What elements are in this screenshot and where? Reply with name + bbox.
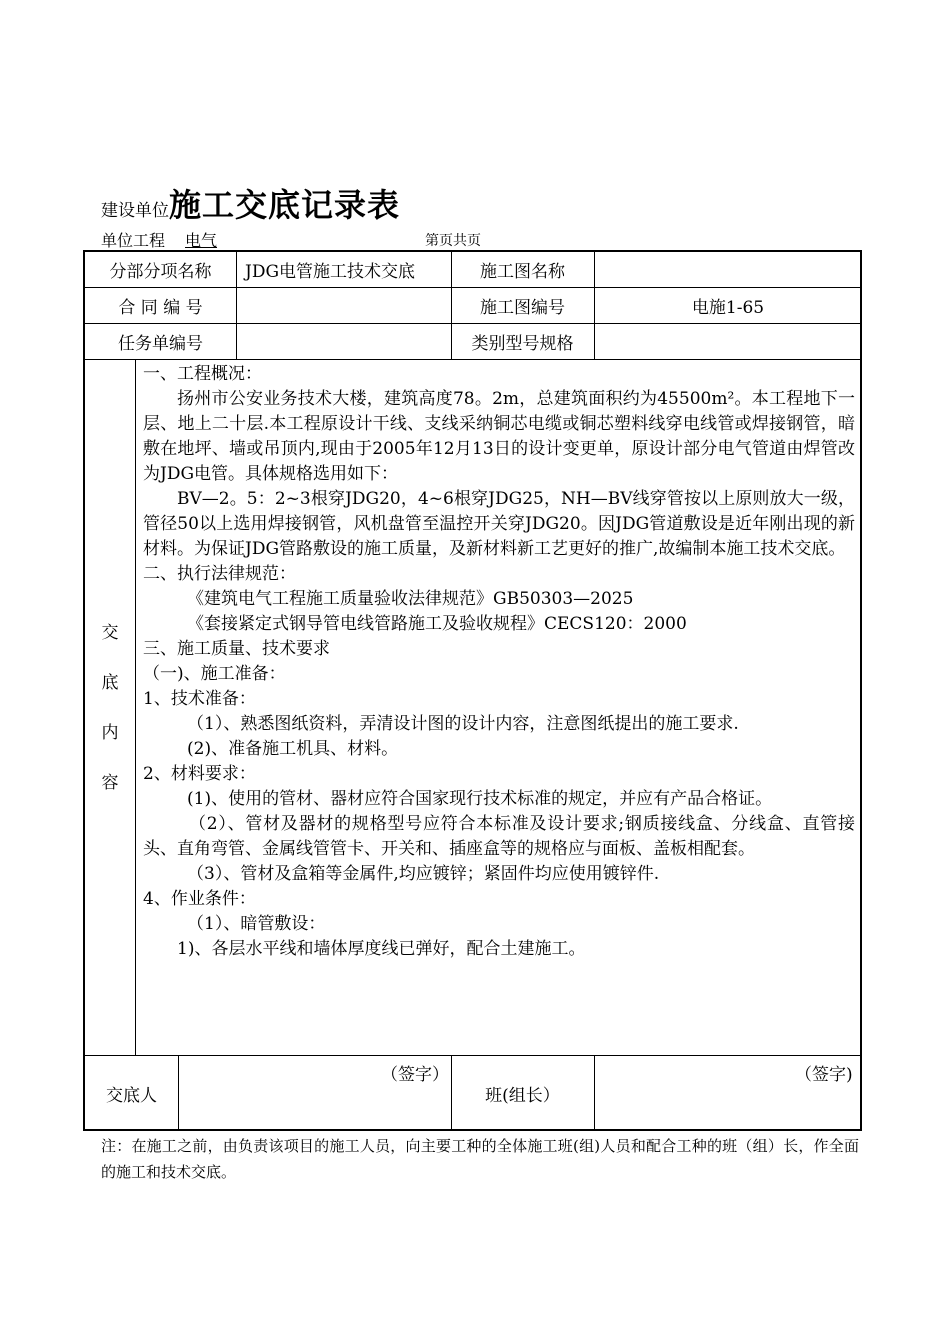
header-title-line	[101, 180, 400, 226]
unit-value: 电气	[185, 231, 218, 250]
team-leader-label: 班(组长）	[485, 1086, 560, 1106]
page-title: 施工交底记录表	[169, 186, 401, 224]
list-item: (2)、准备施工机具、材料。	[187, 739, 399, 759]
signature-right: （签字)	[795, 1065, 853, 1085]
value-task-no	[245, 324, 450, 359]
list-item: （3）、管材及盒箱等金属件,均应镀锌；紧固件均应使用镀锌件.	[187, 864, 660, 884]
subsection-heading: 2、材料要求：	[143, 764, 256, 784]
org-label: 建设单位	[101, 201, 169, 221]
label-drawing-no: 施工图编号	[480, 298, 565, 318]
value-drawing-no: 电施1-65	[691, 298, 765, 318]
list-item: （2）、管材及器材的规格型号应符合本标准及设计要求;钢质接线盒、分线盒、直管接头、直角弯管、金属线管管卡、开关和、插座盒等的规格应与面板、盖板相配套。	[143, 814, 855, 859]
subsection-heading: 1、技术准备：	[143, 689, 256, 709]
list-item: (1)、使用的管材、器材应符合国家现行技术标准的规定，并应有产品合格证。	[187, 789, 773, 809]
handover-content	[143, 362, 855, 962]
unit-label: 单位工程	[101, 231, 166, 250]
paragraph: 扬州市公安业务技术大楼，建筑高度78。2m，总建筑面积约为45500m²。本工程地下一层、地上二十层.本工程原设计干线、支线采纳铜芯电缆或铜芯塑料线穿电线管或焊接钢管，暗敷在地坪、墙或吊顶内,现由于2005年12月13日的设计变更单，原设计部分电气管道由焊管改为JDG电管。具体规格选用如下：	[143, 389, 855, 484]
label-contract-no: 合 同 编 号	[118, 298, 203, 318]
regulation-item: 《建筑电气工程施工质量验收法律规范》GB50303—2025	[187, 589, 634, 609]
value-contract-no	[245, 288, 450, 323]
list-item: （1）、熟悉图纸资料，弄清设计图的设计内容，注意图纸提出的施工要求.	[187, 714, 739, 734]
unit-line	[101, 228, 275, 251]
value-subproject: JDG电管施工技术交底	[245, 262, 416, 282]
value-category-spec	[595, 324, 861, 359]
subsection-heading: （一)、施工准备：	[143, 664, 286, 684]
footnote: 注：在施工之前，由负责该项目的施工人员，向主要工种的全体施工班(组)人员和配合工种的班（组）长，作全面的施工和技术交底。	[101, 1137, 859, 1181]
label-subproject: 分部分项名称	[109, 262, 212, 282]
regulation-item: 《套接紧定式钢导管电线管路施工及验收规程》CECS120：2000	[187, 614, 687, 634]
label-task-no: 任务单编号	[118, 334, 203, 354]
handover-person-label: 交底人	[106, 1086, 157, 1106]
value-drawing-name	[595, 252, 861, 287]
subsection-heading: 4、作业条件：	[143, 889, 256, 909]
record-table	[83, 250, 862, 1131]
paragraph: BV—2。5：2~3根穿JDG20，4~6根穿JDG25，NH—BV线穿管按以上原则放大一级，管径50以上选用焊接钢管，风机盘管至温控开关穿JDG20。因JDG管道敷设是近年刚出现的新材料。为保证JDG管路敷设的施工质量，及新材料新工艺更好的推广,故编制本施工技术交底。	[143, 489, 855, 559]
section-heading: 二、执行法律规范：	[143, 564, 296, 584]
section-heading: 三、施工质量、技术要求	[143, 639, 330, 659]
signature-left: （签字）	[381, 1065, 449, 1085]
list-item: 1)、各层水平线和墙体厚度线已弹好，配合土建施工。	[177, 939, 586, 959]
section-heading: 一、工程概况：	[143, 364, 262, 384]
page-info: 第页共页	[425, 233, 481, 249]
label-category-spec: 类别型号规格	[471, 334, 574, 354]
content-label: 交 底 内 容	[101, 623, 119, 793]
label-drawing-name: 施工图名称	[480, 262, 565, 282]
list-item: （1）、暗管敷设：	[187, 914, 326, 934]
